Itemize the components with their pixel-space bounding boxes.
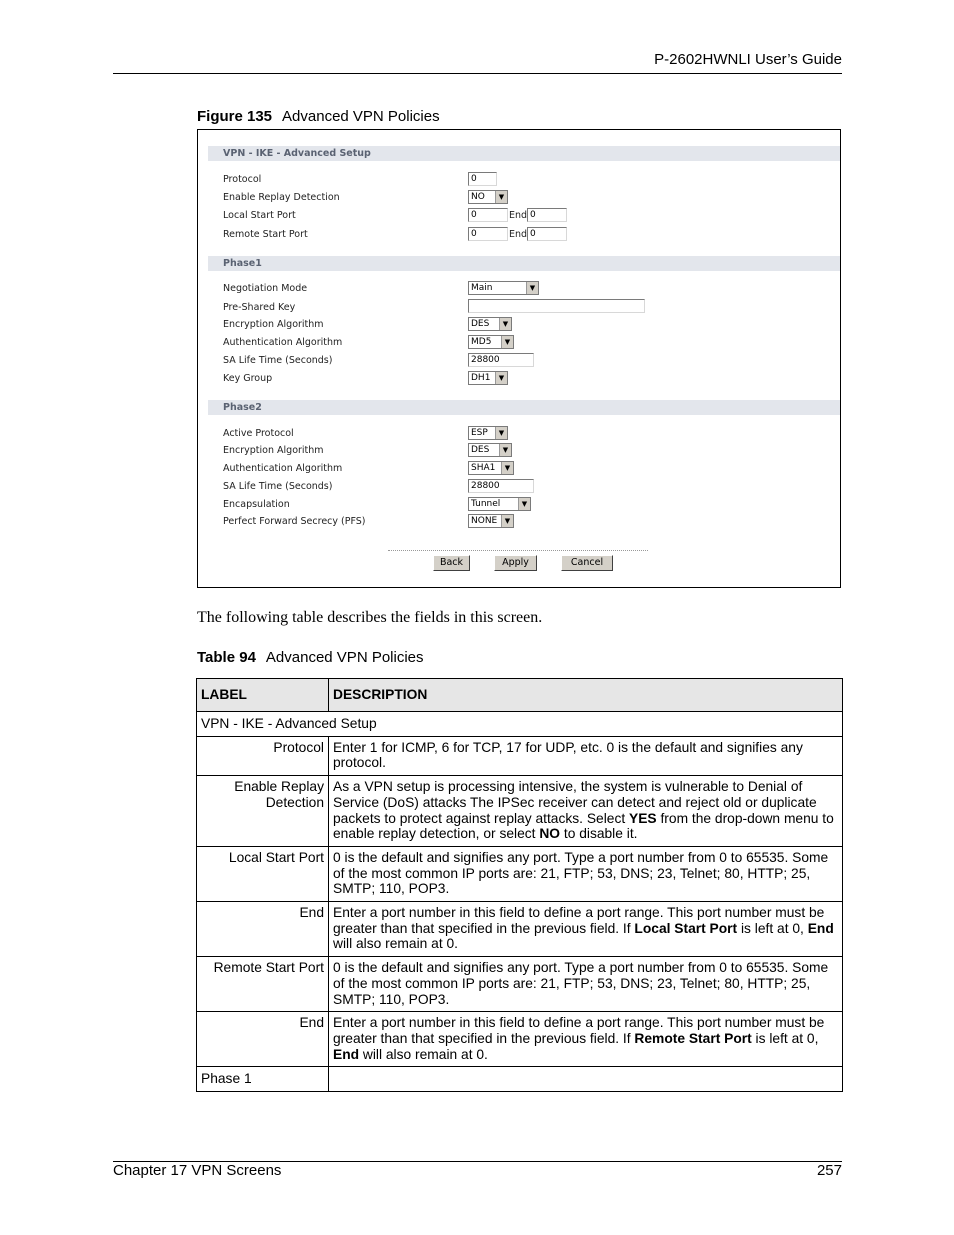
chevron-down-icon: ▼: [495, 372, 507, 384]
table-number: Table 94: [197, 649, 256, 666]
header-description: DESCRIPTION: [329, 679, 843, 712]
chevron-down-icon: ▼: [495, 427, 507, 439]
local-end-port-input[interactable]: 0: [527, 208, 567, 222]
figure-caption: [197, 108, 440, 125]
table-row: [197, 957, 843, 1012]
description-table: [196, 678, 843, 1092]
p2-encryption-label: Encryption Algorithm: [223, 445, 324, 456]
table-header-row: [197, 679, 843, 712]
remote-end-label: End: [509, 229, 528, 240]
chevron-down-icon: ▼: [501, 515, 513, 527]
p2-authentication-select[interactable]: SHA1 ▼: [468, 461, 514, 475]
chevron-down-icon: ▼: [518, 498, 530, 510]
chevron-down-icon: ▼: [501, 462, 513, 474]
pfs-select[interactable]: NONE ▼: [468, 514, 514, 528]
section-phase1: Phase1: [208, 256, 840, 271]
encapsulation-label: Encapsulation: [223, 499, 290, 510]
protocol-input[interactable]: 0: [468, 172, 497, 186]
row-description: 0 is the default and signifies any port. Type a port number from 0 to 65535. Some of the most common IP ports are: 21, FTP; 53, DNS; 23, Telnet; 80, HTTP; 25, SMTP; 110, POP3.: [329, 957, 843, 1012]
active-protocol-select[interactable]: ESP ▼: [468, 426, 508, 440]
row-label: End: [197, 902, 329, 957]
table-section-row: [197, 1067, 843, 1092]
p1-encryption-select[interactable]: DES ▼: [468, 317, 512, 331]
chevron-down-icon: ▼: [495, 191, 507, 203]
p1-authentication-label: Authentication Algorithm: [223, 337, 343, 348]
chevron-down-icon: ▼: [501, 336, 513, 348]
negotiation-mode-select[interactable]: Main ▼: [468, 281, 539, 295]
section-ike-cell: VPN - IKE - Advanced Setup: [197, 712, 843, 737]
row-label: Protocol: [197, 736, 329, 775]
advanced-vpn-screenshot: [197, 129, 841, 588]
active-protocol-label: Active Protocol: [223, 428, 294, 439]
table-title: Advanced VPN Policies: [265, 649, 424, 666]
guide-title: P-2602HWNLI User’s Guide: [654, 51, 842, 68]
remote-end-port-input[interactable]: 0: [527, 227, 567, 241]
header-rule: [113, 73, 842, 74]
encapsulation-select[interactable]: Tunnel ▼: [468, 497, 531, 511]
row-description: 0 is the default and signifies any port. Type a port number from 0 to 65535. Some of the most common IP ports are: 21, FTP; 53, DNS; 23, Telnet; 80, HTTP; 25, SMTP; 110, POP3.: [329, 846, 843, 901]
negotiation-mode-label: Negotiation Mode: [223, 283, 308, 294]
figure-number: Figure 135: [197, 108, 273, 125]
row-label: Local Start Port: [197, 846, 329, 901]
pre-shared-key-label: Pre-Shared Key: [223, 302, 296, 313]
p1-lifetime-input[interactable]: 28800: [468, 353, 534, 367]
key-group-label: Key Group: [223, 373, 273, 384]
remote-start-port-input[interactable]: 0: [468, 227, 508, 241]
p2-lifetime-label: SA Life Time (Seconds): [223, 481, 333, 492]
section-phase2: Phase2: [208, 400, 840, 415]
section-phase1-cell: Phase 1: [197, 1067, 329, 1092]
back-button[interactable]: Back: [433, 555, 470, 571]
p1-lifetime-label: SA Life Time (Seconds): [223, 355, 333, 366]
table-row: [197, 902, 843, 957]
row-description: Enter a port number in this field to define a port range. This port number must be greater than that specified in the previous field. If Local Start Port is left at 0, End will also remain at 0.: [329, 902, 843, 957]
p1-authentication-select[interactable]: MD5 ▼: [468, 335, 514, 349]
figure-title: Advanced VPN Policies: [282, 108, 440, 125]
p1-encryption-label: Encryption Algorithm: [223, 319, 324, 330]
local-end-label: End: [509, 210, 528, 221]
table-row: [197, 776, 843, 847]
chevron-down-icon: ▼: [499, 318, 511, 330]
row-description: As a VPN setup is processing intensive, the system is vulnerable to Denial of Service (DoS) attacks The IPSec receiver can detect and reject old or duplicate packets to protect against replay attacks. Select YES from the drop-down menu to enable replay detection, or select NO to disable it.: [329, 776, 843, 847]
replay-label: Enable Replay Detection: [223, 192, 340, 203]
page-number: 257: [816, 1162, 842, 1179]
row-description: Enter a port number in this field to define a port range. This port number must be greater than that specified in the previous field. If Remote Start Port is left at 0, End will also remain at 0.: [329, 1012, 843, 1067]
pre-shared-key-input[interactable]: [468, 299, 645, 313]
cancel-button[interactable]: Cancel: [561, 555, 613, 571]
p2-authentication-label: Authentication Algorithm: [223, 463, 343, 474]
header-label: LABEL: [197, 679, 329, 712]
table-row: [197, 736, 843, 775]
apply-button[interactable]: Apply: [494, 555, 537, 571]
p2-encryption-select[interactable]: DES ▼: [468, 443, 512, 457]
local-start-port-label: Local Start Port: [223, 210, 296, 221]
row-label: End: [197, 1012, 329, 1067]
local-start-port-input[interactable]: 0: [468, 208, 508, 222]
table-section-row: [197, 712, 843, 737]
row-description: Enter 1 for ICMP, 6 for TCP, 17 for UDP, etc. 0 is the default and signifies any protocol.: [329, 736, 843, 775]
empty-cell: [329, 1067, 843, 1092]
remote-start-port-label: Remote Start Port: [223, 229, 308, 240]
chapter-title: Chapter 17 VPN Screens: [113, 1162, 282, 1179]
chevron-down-icon: ▼: [526, 282, 538, 294]
intro-paragraph: The following table describes the fields in this screen.: [197, 609, 543, 626]
protocol-label: Protocol: [223, 174, 262, 185]
table-row: [197, 846, 843, 901]
chevron-down-icon: ▼: [499, 444, 511, 456]
replay-select[interactable]: NO ▼: [468, 190, 508, 204]
row-label: Remote Start Port: [197, 957, 329, 1012]
section-ike-advanced: VPN - IKE - Advanced Setup: [208, 146, 840, 161]
button-divider: [388, 550, 648, 551]
p2-lifetime-input[interactable]: 28800: [468, 479, 534, 493]
table-row: [197, 1012, 843, 1067]
row-label: Enable Replay Detection: [197, 776, 329, 847]
key-group-select[interactable]: DH1 ▼: [468, 371, 508, 385]
pfs-label: Perfect Forward Secrecy (PFS): [223, 516, 366, 527]
table-caption: [197, 649, 424, 666]
